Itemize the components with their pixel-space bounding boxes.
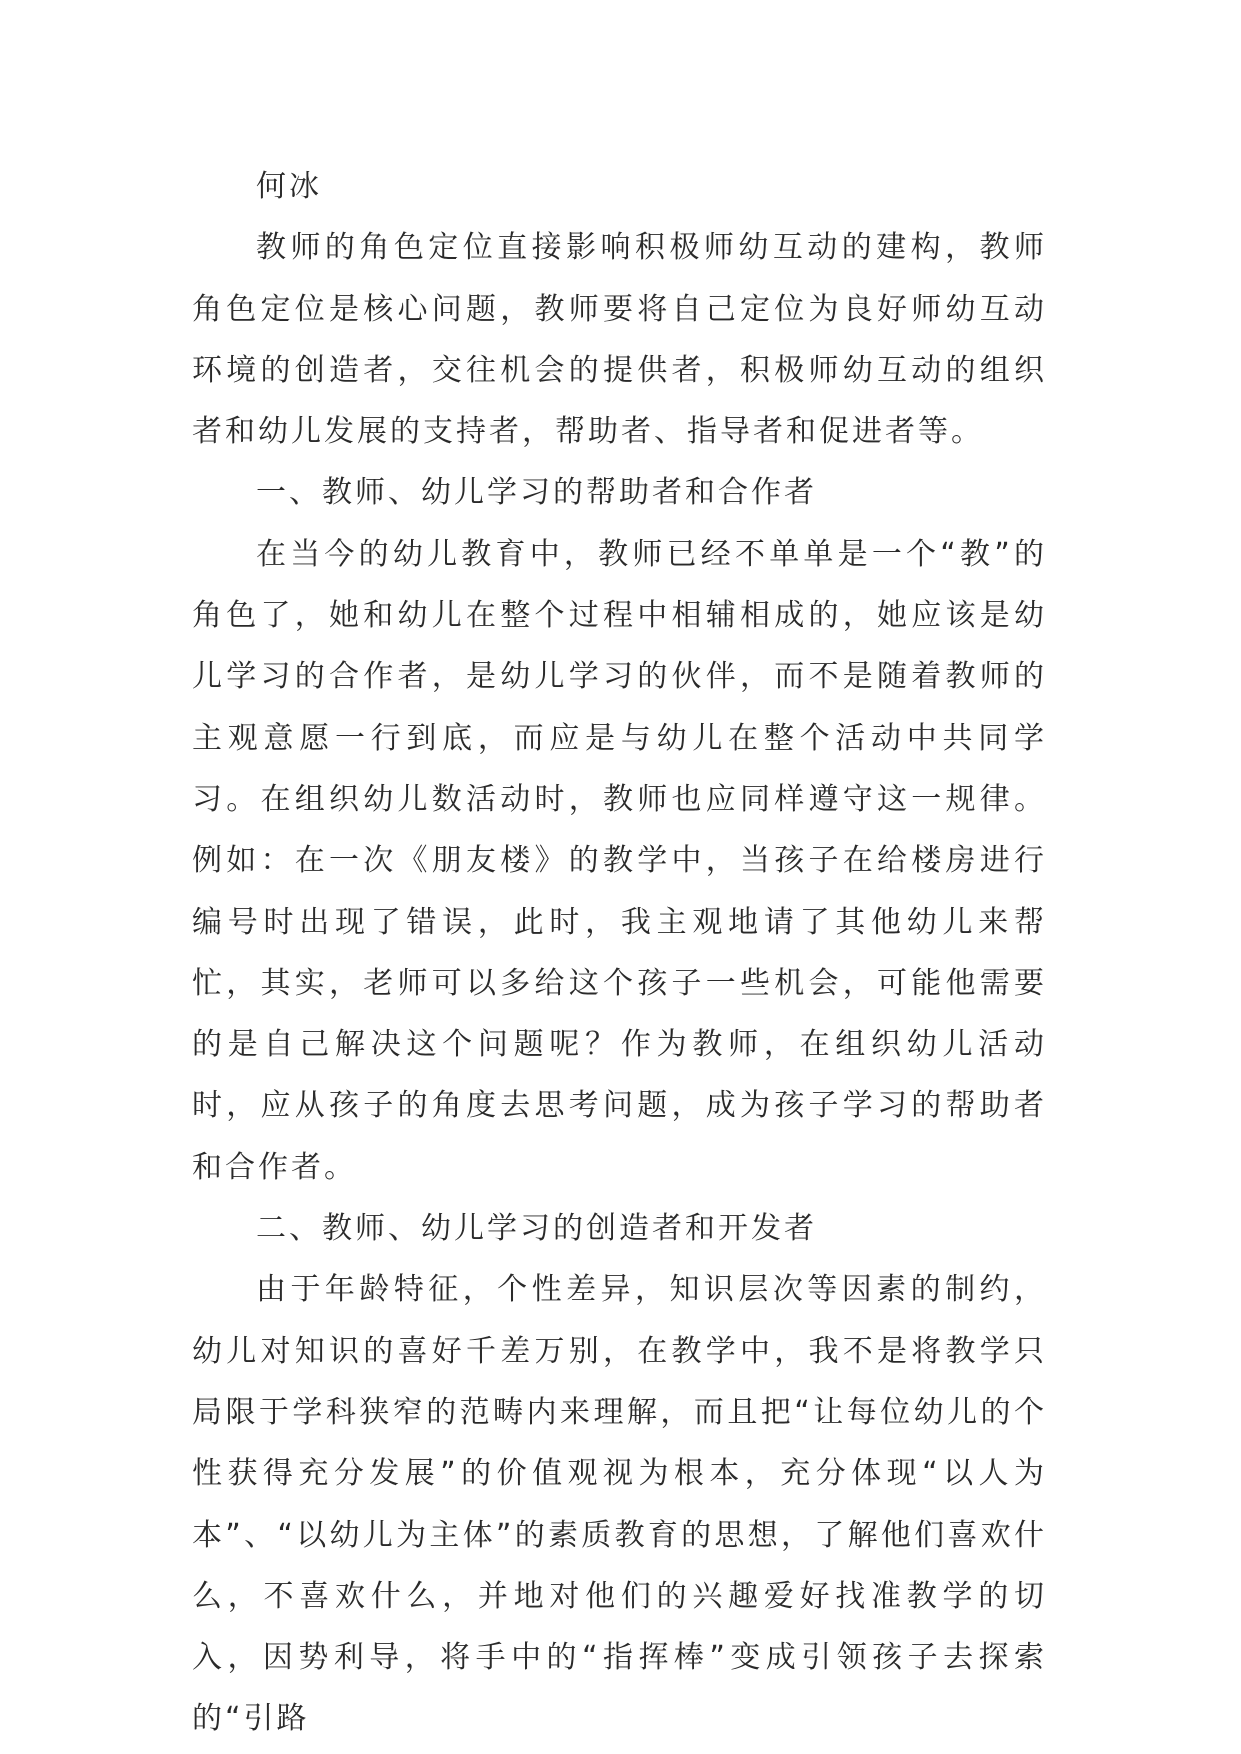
paragraph-section-1: 在当今的幼儿教育中，教师已经不单单是一个“教”的角色了，她和幼儿在整个过程中相辅相成的，她应该是幼儿学习的合作者，是幼儿学习的伙伴，而不是随着教师的主观意愿一行到底，而应是与幼儿在整个活动中共同学习。在组织幼儿数活动时，教师也应同样遵守这一规律。例如：在一次《朋友楼》的教学中，当孩子在给楼房进行编号时出现了错误，此时，我主观地请了其他幼儿来帮忙，其实，老师可以多给这个孩子一些机会，可能他需要的是自己解决这个问题呢？作为教师，在组织幼儿活动时，应从孩子的角度去思考问题，成为孩子学习的帮助者和合作者。 xyxy=(192,536,1047,1185)
paragraph-intro: 教师的角色定位直接影响积极师幼互动的建构，教师角色定位是核心问题，教师要将自己定位为良好师幼互动环境的创造者，交往机会的提供者，积极师幼互动的组织者和幼儿发展的支持者，帮助者、指导者和促进者等。 xyxy=(192,230,1047,450)
section-heading-1: 一、教师、幼儿学习的帮助者和合作者 xyxy=(256,475,817,511)
document-body xyxy=(192,156,1047,1750)
author-line: 何冰 xyxy=(256,169,322,204)
paragraph-section-2: 由于年龄特征，个性差异，知识层次等因素的制约，幼儿对知识的喜好千差万别，在教学中，我不是将教学只局限于学科狭窄的范畴内来理解，而且把“让每位幼儿的个性获得充分发展”的价值观视为根本，充分体现“以人为本”、“以幼儿为主体”的素质教育的思想，了解他们喜欢什么，不喜欢什么，并地对他们的兴趣爱好找准教学的切入，因势利导，将手中的“指挥棒”变成引领孩子去探索的“引路 xyxy=(192,1272,1047,1737)
section-heading-2: 二、教师、幼儿学习的创造者和开发者 xyxy=(256,1211,817,1247)
